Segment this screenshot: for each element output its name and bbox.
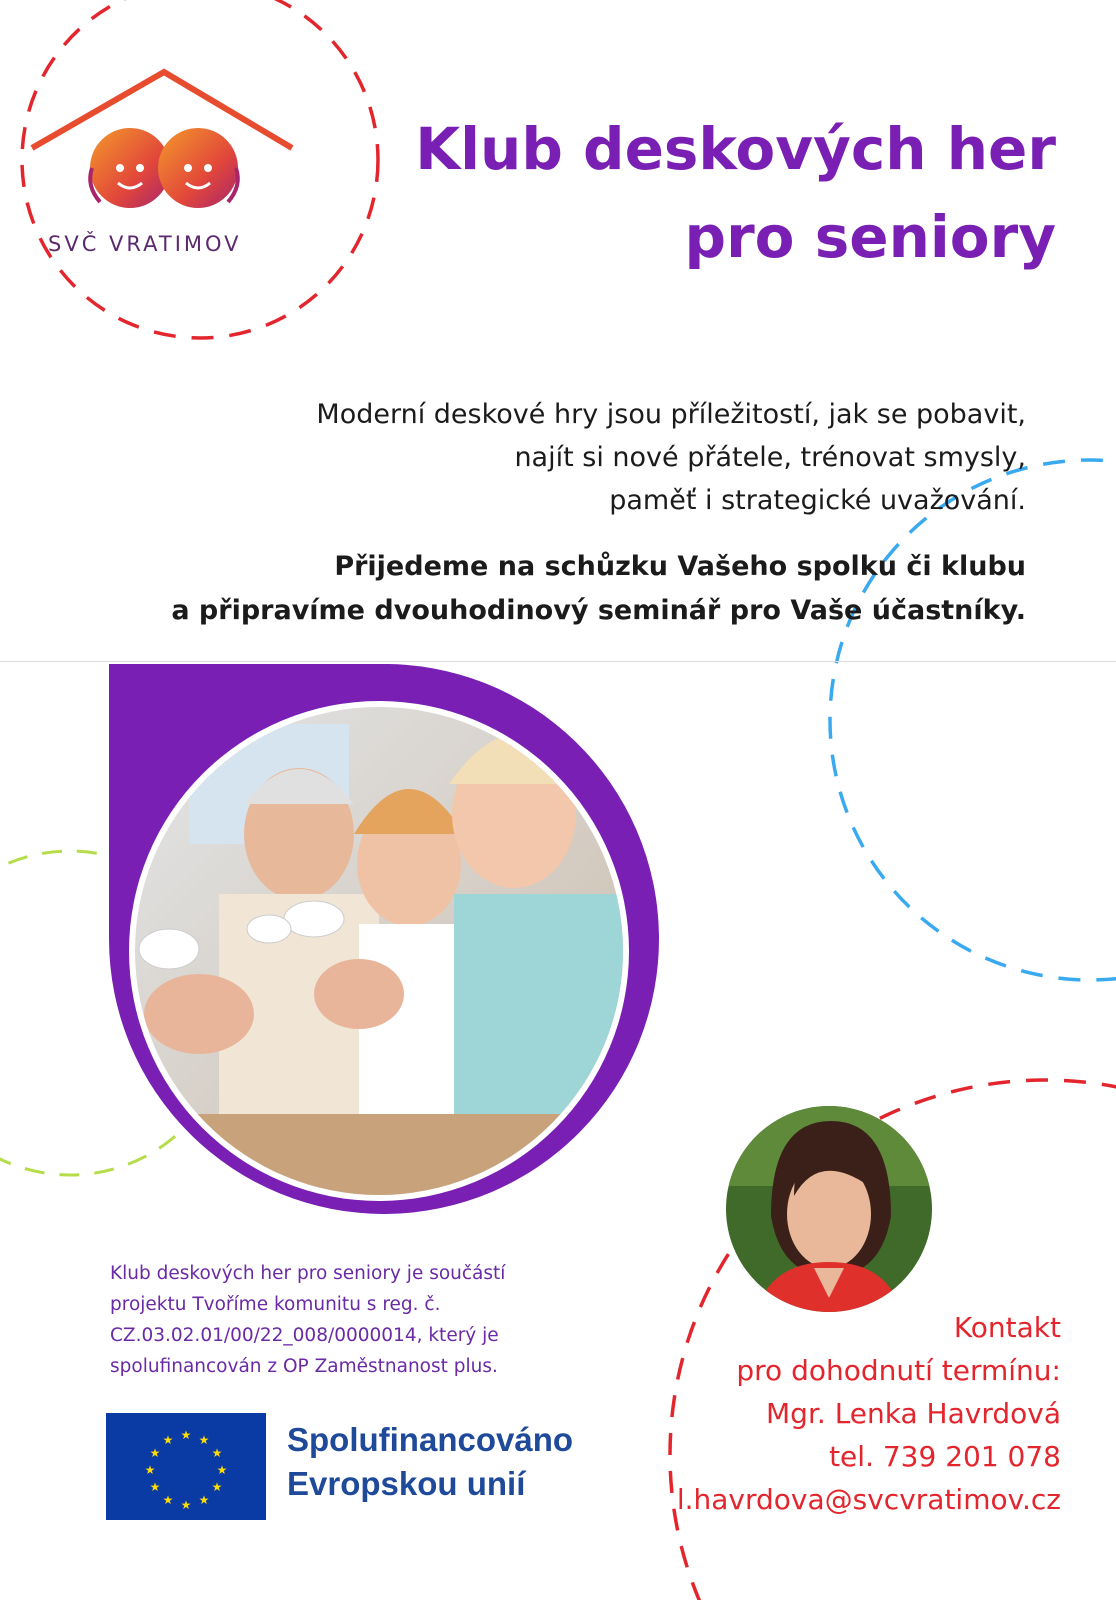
blue-dashed-circle-right <box>830 460 1116 980</box>
svg-text:★: ★ <box>162 1433 174 1447</box>
page-title <box>415 105 1056 281</box>
svg-text:★: ★ <box>149 1480 161 1494</box>
project-line: spolufinancován z OP Zaměstnanost plus. <box>110 1356 498 1377</box>
project-line: projektu Tvoříme komunitu s reg. č. <box>110 1294 441 1315</box>
project-line: CZ.03.02.01/00/22_008/0000014, který je <box>110 1325 499 1346</box>
svg-text:★: ★ <box>144 1463 156 1477</box>
contact-phone[interactable]: tel. 739 201 078 <box>829 1440 1061 1473</box>
intro-line: paměť i strategické uvažování. <box>609 485 1026 516</box>
eu-line: Spolufinancováno <box>287 1421 574 1458</box>
logo-name: SVČ VRATIMOV <box>48 232 242 256</box>
contact-subheading: pro dohodnutí termínu: <box>736 1354 1061 1387</box>
svg-text:★: ★ <box>180 1428 192 1442</box>
svg-text:★: ★ <box>211 1480 223 1494</box>
contact-info <box>677 1306 1061 1521</box>
contact-name: Mgr. Lenka Havrdová <box>766 1397 1061 1430</box>
svc-logo-icon <box>28 68 300 228</box>
seniors-photo <box>109 664 671 1216</box>
eu-flag-icon <box>106 1413 266 1520</box>
eu-line: Evropskou unií <box>287 1465 526 1502</box>
intro-line: a připravíme dvouhodinový seminář pro Vaše účastníky. <box>171 595 1026 626</box>
divider <box>0 661 1116 662</box>
svg-text:★: ★ <box>198 1433 210 1447</box>
svg-text:★: ★ <box>149 1446 161 1460</box>
title-line-2: pro seniory <box>684 203 1056 271</box>
intro-paragraph-1 <box>316 393 1026 522</box>
intro-line: Moderní deskové hry jsou příležitostí, jak se pobavit, <box>316 399 1026 430</box>
svg-text:★: ★ <box>216 1463 228 1477</box>
title-line-1: Klub deskových her <box>415 115 1056 183</box>
eu-cofinanced-label <box>287 1418 573 1506</box>
project-line: Klub deskových her pro seniory je součástí <box>110 1263 506 1284</box>
contact-email-link[interactable]: l.havrdova@svcvratimov.cz <box>676 1483 1061 1516</box>
svg-text:★: ★ <box>162 1493 174 1507</box>
svg-text:★: ★ <box>198 1493 210 1507</box>
intro-line: najít si nové přátele, trénovat smysly, <box>514 442 1026 473</box>
contact-heading: Kontakt <box>953 1311 1061 1344</box>
intro-paragraph-2 <box>171 545 1026 633</box>
svg-text:★: ★ <box>211 1446 223 1460</box>
project-info <box>110 1258 610 1382</box>
svg-text:★: ★ <box>180 1498 192 1512</box>
contact-person-photo <box>726 1106 932 1312</box>
intro-line: Přijedeme na schůzku Vašeho spolku či klubu <box>334 551 1026 582</box>
